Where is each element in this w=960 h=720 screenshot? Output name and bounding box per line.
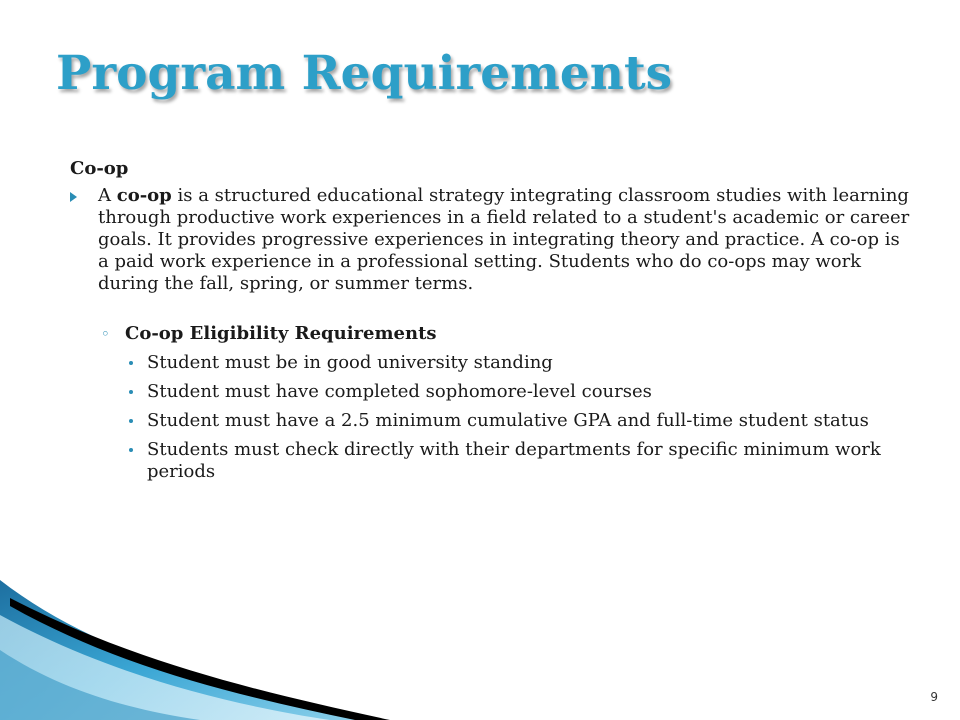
eligibility-heading [70,323,910,345]
corner-wave-decoration [0,540,420,720]
eligibility-heading-text: Co-op Eligibility Requirements [125,323,437,344]
requirement-item [70,381,910,403]
circle-bullet-icon: ◦ [101,325,110,343]
triangle-bullet-icon [70,192,77,202]
requirement-item [70,410,910,432]
intro-term: co-op [116,185,172,206]
section-heading: Co-op [70,158,129,179]
dot-bullet-icon [129,448,133,452]
requirement-text: Student must be in good university standing [147,352,553,373]
requirement-item [70,439,910,483]
requirement-text: Students must check directly with their departments for specific minimum work periods [147,439,881,482]
dot-bullet-icon [129,390,133,394]
requirement-item [70,352,910,374]
slide-title: Program Requirements [56,46,673,101]
slide-body [70,158,910,483]
intro-text: is a structured educational strategy integrating classroom studies with learning through productive work experiences in a field related to a student's academic or career goals. It provides progressive experiences in integrating theory and practice. A co-op is a paid work experience in a professional setting. Students who do co-ops may work during the fall, spring, or summer terms. [98,185,910,294]
page-number: 9 [930,690,938,704]
requirement-text: Student must have completed sophomore-level courses [147,381,652,402]
requirement-text: Student must have a 2.5 minimum cumulative GPA and full-time student status [147,410,869,431]
dot-bullet-icon [129,419,133,423]
intro-bullet [70,185,910,295]
dot-bullet-icon [129,361,133,365]
intro-prefix: A [98,185,117,206]
